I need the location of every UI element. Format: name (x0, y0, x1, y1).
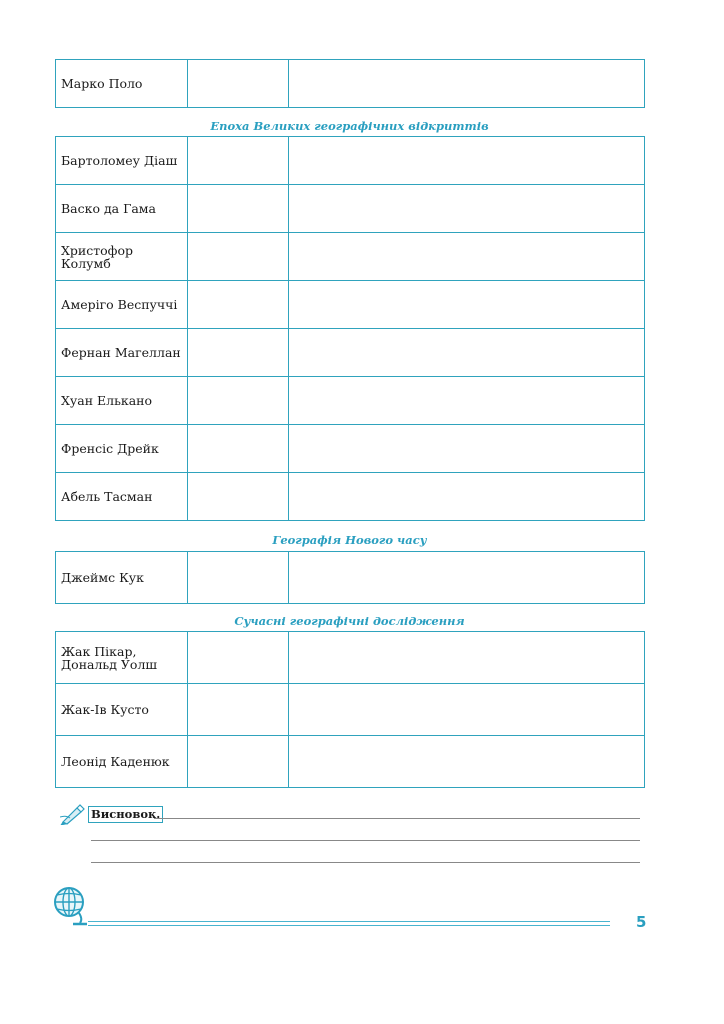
table-row (56, 329, 645, 377)
table-row (56, 281, 645, 329)
explorer-name: Жак Пікар, Дональд Уолш (56, 632, 188, 684)
blank-cell[interactable] (289, 185, 645, 233)
blank-cell[interactable] (188, 736, 289, 788)
footer-rule (88, 921, 610, 922)
blank-cell[interactable] (188, 185, 289, 233)
blank-cell[interactable] (289, 473, 645, 521)
blank-cell[interactable] (188, 552, 289, 604)
footer-rule (88, 925, 610, 926)
explorer-name: Фернан Магеллан (56, 329, 188, 377)
explorer-name: Джеймс Кук (56, 552, 188, 604)
table-row (56, 684, 645, 736)
blank-cell[interactable] (188, 233, 289, 281)
table-row (56, 632, 645, 684)
blank-cell[interactable] (188, 137, 289, 185)
blank-cell[interactable] (188, 632, 289, 684)
conclusion-block (60, 803, 644, 827)
explorer-name: Френсіс Дрейк (56, 425, 188, 473)
table-row (56, 473, 645, 521)
blank-cell[interactable] (188, 281, 289, 329)
section-title: Сучасні географічні дослідження (234, 614, 465, 628)
table-row (56, 736, 645, 788)
blank-cell[interactable] (289, 60, 645, 108)
page-number: 5 (636, 913, 647, 931)
table-row (56, 552, 645, 604)
blank-cell[interactable] (289, 329, 645, 377)
blank-cell[interactable] (289, 552, 645, 604)
blank-cell[interactable] (289, 137, 645, 185)
explorer-name: Васко да Гама (56, 185, 188, 233)
blank-cell[interactable] (188, 329, 289, 377)
explorer-name: Абель Тасман (56, 473, 188, 521)
section-title: Епоха Великих географічних відкриттів (210, 119, 489, 133)
explorer-name: Бартоломеу Діаш (56, 137, 188, 185)
conclusion-label: Висновок. (88, 806, 163, 823)
blank-cell[interactable] (289, 233, 645, 281)
explorers-table-top (55, 59, 645, 108)
explorers-table-discoveries (55, 136, 645, 521)
table-row (56, 425, 645, 473)
blank-cell[interactable] (289, 736, 645, 788)
blank-cell[interactable] (188, 60, 289, 108)
blank-cell[interactable] (289, 632, 645, 684)
explorer-name: Христофор Колумб (56, 233, 188, 281)
explorer-name: Хуан Елькано (56, 377, 188, 425)
blank-cell[interactable] (188, 377, 289, 425)
pen-icon (60, 803, 88, 825)
answer-line[interactable] (91, 840, 640, 841)
blank-cell[interactable] (289, 377, 645, 425)
blank-cell[interactable] (188, 425, 289, 473)
explorers-table-contemporary (55, 631, 645, 788)
blank-cell[interactable] (289, 684, 645, 736)
section-title: Географія Нового часу (272, 533, 427, 547)
table-row (56, 233, 645, 281)
blank-cell[interactable] (289, 425, 645, 473)
blank-cell[interactable] (188, 684, 289, 736)
blank-cell[interactable] (188, 473, 289, 521)
table-row (56, 60, 645, 108)
answer-line[interactable] (91, 862, 640, 863)
globe-icon (53, 885, 89, 927)
table-row (56, 137, 645, 185)
blank-cell[interactable] (289, 281, 645, 329)
explorer-name: Жак-Ів Кусто (56, 684, 188, 736)
explorer-name: Марко Поло (56, 60, 188, 108)
table-row (56, 185, 645, 233)
explorer-name: Амеріго Веспуччі (56, 281, 188, 329)
explorers-table-modern-era (55, 551, 645, 604)
table-row (56, 377, 645, 425)
explorer-name: Леонід Каденюк (56, 736, 188, 788)
answer-line[interactable] (154, 818, 640, 819)
